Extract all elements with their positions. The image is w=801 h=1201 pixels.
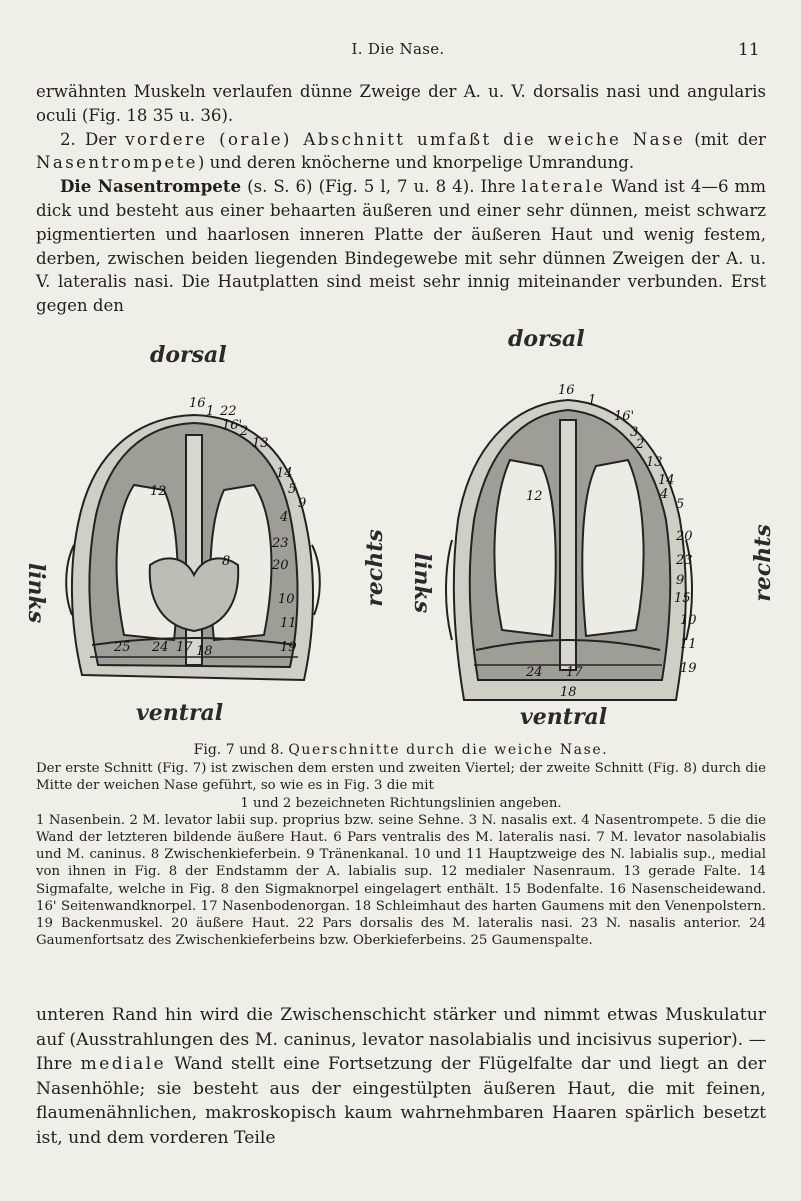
- bottom-text-block: [36, 1003, 766, 1151]
- caption-fig-ref: Fig. 7 und 8.: [193, 742, 284, 758]
- fig8-ventral-label: ventral: [520, 704, 608, 730]
- fig8-num-3: 3: [630, 425, 639, 440]
- p3-text-a: (s. S. 6) (Fig. 5 l, 7 u. 8 4). Ihre: [241, 177, 516, 197]
- fig8-left-label: links: [409, 552, 436, 614]
- fig8-num-16: 16: [558, 383, 575, 398]
- spaced-term-laterale: laterale: [521, 177, 606, 197]
- fig7-num-5: 5: [288, 482, 297, 497]
- bold-term: Die Nasentrompete: [60, 176, 242, 197]
- fig7-num-18: 18: [196, 644, 213, 659]
- fig7-left-label: links: [23, 562, 50, 624]
- fig8-drawing: [446, 400, 692, 700]
- fig7-num-20: 20: [272, 558, 289, 573]
- fig8-num-12: 12: [526, 489, 543, 504]
- fig7-num-8: 8: [222, 554, 231, 569]
- fig7-num-25: 25: [114, 640, 131, 655]
- bottom-text-a: unteren Rand hin wird die Zwischenschicht stärker und nimmt etwas Muskulatur auf (Ausstrahlungen des M. caninus, levator nasolabialis und incisivus superior). — Ihre: [36, 1005, 766, 1075]
- spaced-heading: vordere (orale) Abschnitt umfaßt die weiche Nase: [125, 129, 686, 149]
- fig7-num-12: 12: [150, 484, 167, 499]
- fig7-num-22: 22: [220, 404, 237, 419]
- section-number: 2. Der: [60, 129, 117, 149]
- fig7-dorsal-label: dorsal: [150, 342, 227, 368]
- fig8-num-15: 15: [674, 591, 691, 606]
- caption-title-spaced: Querschnitte durch die weiche Nase.: [288, 742, 609, 758]
- fig8-num-16p: 16': [614, 409, 635, 424]
- fig8-num-2: 2: [636, 437, 645, 452]
- fig8-num-13: 13: [646, 455, 663, 470]
- caption-legend: 1 Nasenbein. 2 M. levator labii sup. proprius bzw. seine Sehne. 3 N. nasalis ext. 4 Nasentrompete. 5 die die Wand der letzteren bildende äußere Haut. 6 Pars ventralis des M. lateralis nasi. 7 M. levator nasolabialis und M. caninus. 8 Zwischenkieferbein. 9 Tränenkanal. 10 und 11 Hauptzweige des N. labialis sup., medial von ihnen in Fig. 8 der Endstamm der A. labialis sup. 12 medialer Nasenraum. 13 gerade Falte. 14 Sigmafalte, welche in Fig. 8 den Sigmaknorpel eingelagert enthält. 15 Bodenfalte. 16 Nasenscheidewand. 16' Seitenwandknorpel. 17 Nasenbodenorgan. 18 Schleimhaut des harten Gaumens mit den Venenpolstern. 19 Backenmuskel. 20 äußere Haut. 22 Pars dorsalis des M. lateralis nasi. 23 N. nasalis anterior. 24 Gaumenfortsatz des Zwischenkieferbeins bzw. Oberkieferbeins. 25 Gaumenspalte.: [36, 812, 766, 949]
- bottom-paragraph: [36, 1003, 766, 1151]
- paragraph-2: [36, 128, 766, 176]
- fig8-num-14: 14: [658, 473, 675, 488]
- fig7-num-14: 14: [276, 466, 293, 481]
- paragraph-3: [36, 175, 766, 318]
- fig7-num-4: 4: [280, 510, 289, 525]
- fig8-num-19: 19: [680, 661, 697, 676]
- fig8-num-5: 5: [676, 497, 685, 512]
- fig8-num-9: 9: [676, 573, 685, 588]
- fig7-num-16: 16: [189, 396, 206, 411]
- chapter-title: I. Die Nase.: [351, 40, 445, 58]
- fig7-num-17: 17: [176, 640, 193, 655]
- fig7-num-24: 24: [152, 640, 169, 655]
- fig7-num-9: 9: [298, 496, 307, 511]
- figure-caption: [36, 742, 766, 949]
- fig8-num-1: 1: [588, 393, 597, 408]
- fig7-num-13: 13: [252, 436, 269, 451]
- fig7-num-16p: 16': [222, 418, 243, 433]
- fig8-cross-section: [440, 380, 730, 710]
- fig8-right-label: rechts: [749, 524, 776, 602]
- p3-text-b: Wand ist 4—6 mm dick und besteht aus einer behaarten äußeren und einer sehr dünnen, meist schwarz pigmentierten und haarlosen inneren Platte der äußeren Haut und wenig festem, derben, zwischen beiden liegenden Bindegewebe mit sehr dünnen Zweigen der A. u. V. lateralis nasi. Die Hautplatten sind meist sehr innig miteinander verbunden. Erst gegen den: [36, 177, 767, 316]
- top-text-block: [36, 80, 766, 318]
- paragraph-1: erwähnten Muskeln verlaufen dünne Zweige der A. u. V. dorsalis nasi und angularis oculi (Fig. 18 35 u. 36).: [36, 82, 766, 125]
- fig7-num-19: 19: [280, 640, 297, 655]
- spaced-term-mediale: mediale: [80, 1054, 167, 1075]
- fig7-num-23: 23: [272, 536, 289, 551]
- bottom-text-b: Wand stellt eine Fortsetzung der Flügelfalte dar und liegt an der Nasenhöhle; sie besteht aus der eingestülpten äußeren Haut, die mit feinen, flaumenähnlichen, makroskopisch kaum wahrnehmbaren Haaren spärlich besetzt ist, und dem vorderen Teile: [36, 1054, 766, 1148]
- fig7-cross-section: [54, 395, 344, 705]
- fig8-num-10: 10: [680, 613, 697, 628]
- figure-7-8: [0, 326, 801, 740]
- fig8-num-17: 17: [566, 665, 583, 680]
- caption-title: [36, 742, 766, 759]
- fig7-num-10: 10: [278, 592, 295, 607]
- fig7-num-2: 2: [240, 424, 249, 439]
- fig8-num-11: 11: [680, 637, 697, 652]
- fig7-right-label: rechts: [361, 529, 388, 607]
- spaced-term: Nasentrompete: [36, 153, 198, 173]
- fig7-ventral-label: ventral: [136, 700, 224, 726]
- fig8-num-18: 18: [560, 685, 577, 700]
- fig8-num-23: 23: [676, 553, 693, 568]
- fig8-num-4: 4: [660, 487, 669, 502]
- caption-line-1: Der erste Schnitt (Fig. 7) ist zwischen dem ersten und zweiten Viertel; der zweite Schnitt (Fig. 8) durch die Mitte der weichen Nase geführt, so wie es in Fig. 3 die mit: [36, 761, 766, 794]
- fig8-num-20: 20: [676, 529, 693, 544]
- caption-line-2: 1 und 2 bezeichneten Richtungslinien angeben.: [240, 795, 562, 811]
- p2-text-b: ) und deren knöcherne und knorpelige Umrandung.: [197, 153, 635, 173]
- page-number: 11: [738, 40, 760, 60]
- p2-text-a: (mit der: [694, 129, 766, 149]
- fig7-num-1: 1: [206, 404, 215, 419]
- fig7-num-11: 11: [280, 616, 297, 631]
- fig8-dorsal-label: dorsal: [508, 326, 585, 352]
- fig8-num-24: 24: [526, 665, 543, 680]
